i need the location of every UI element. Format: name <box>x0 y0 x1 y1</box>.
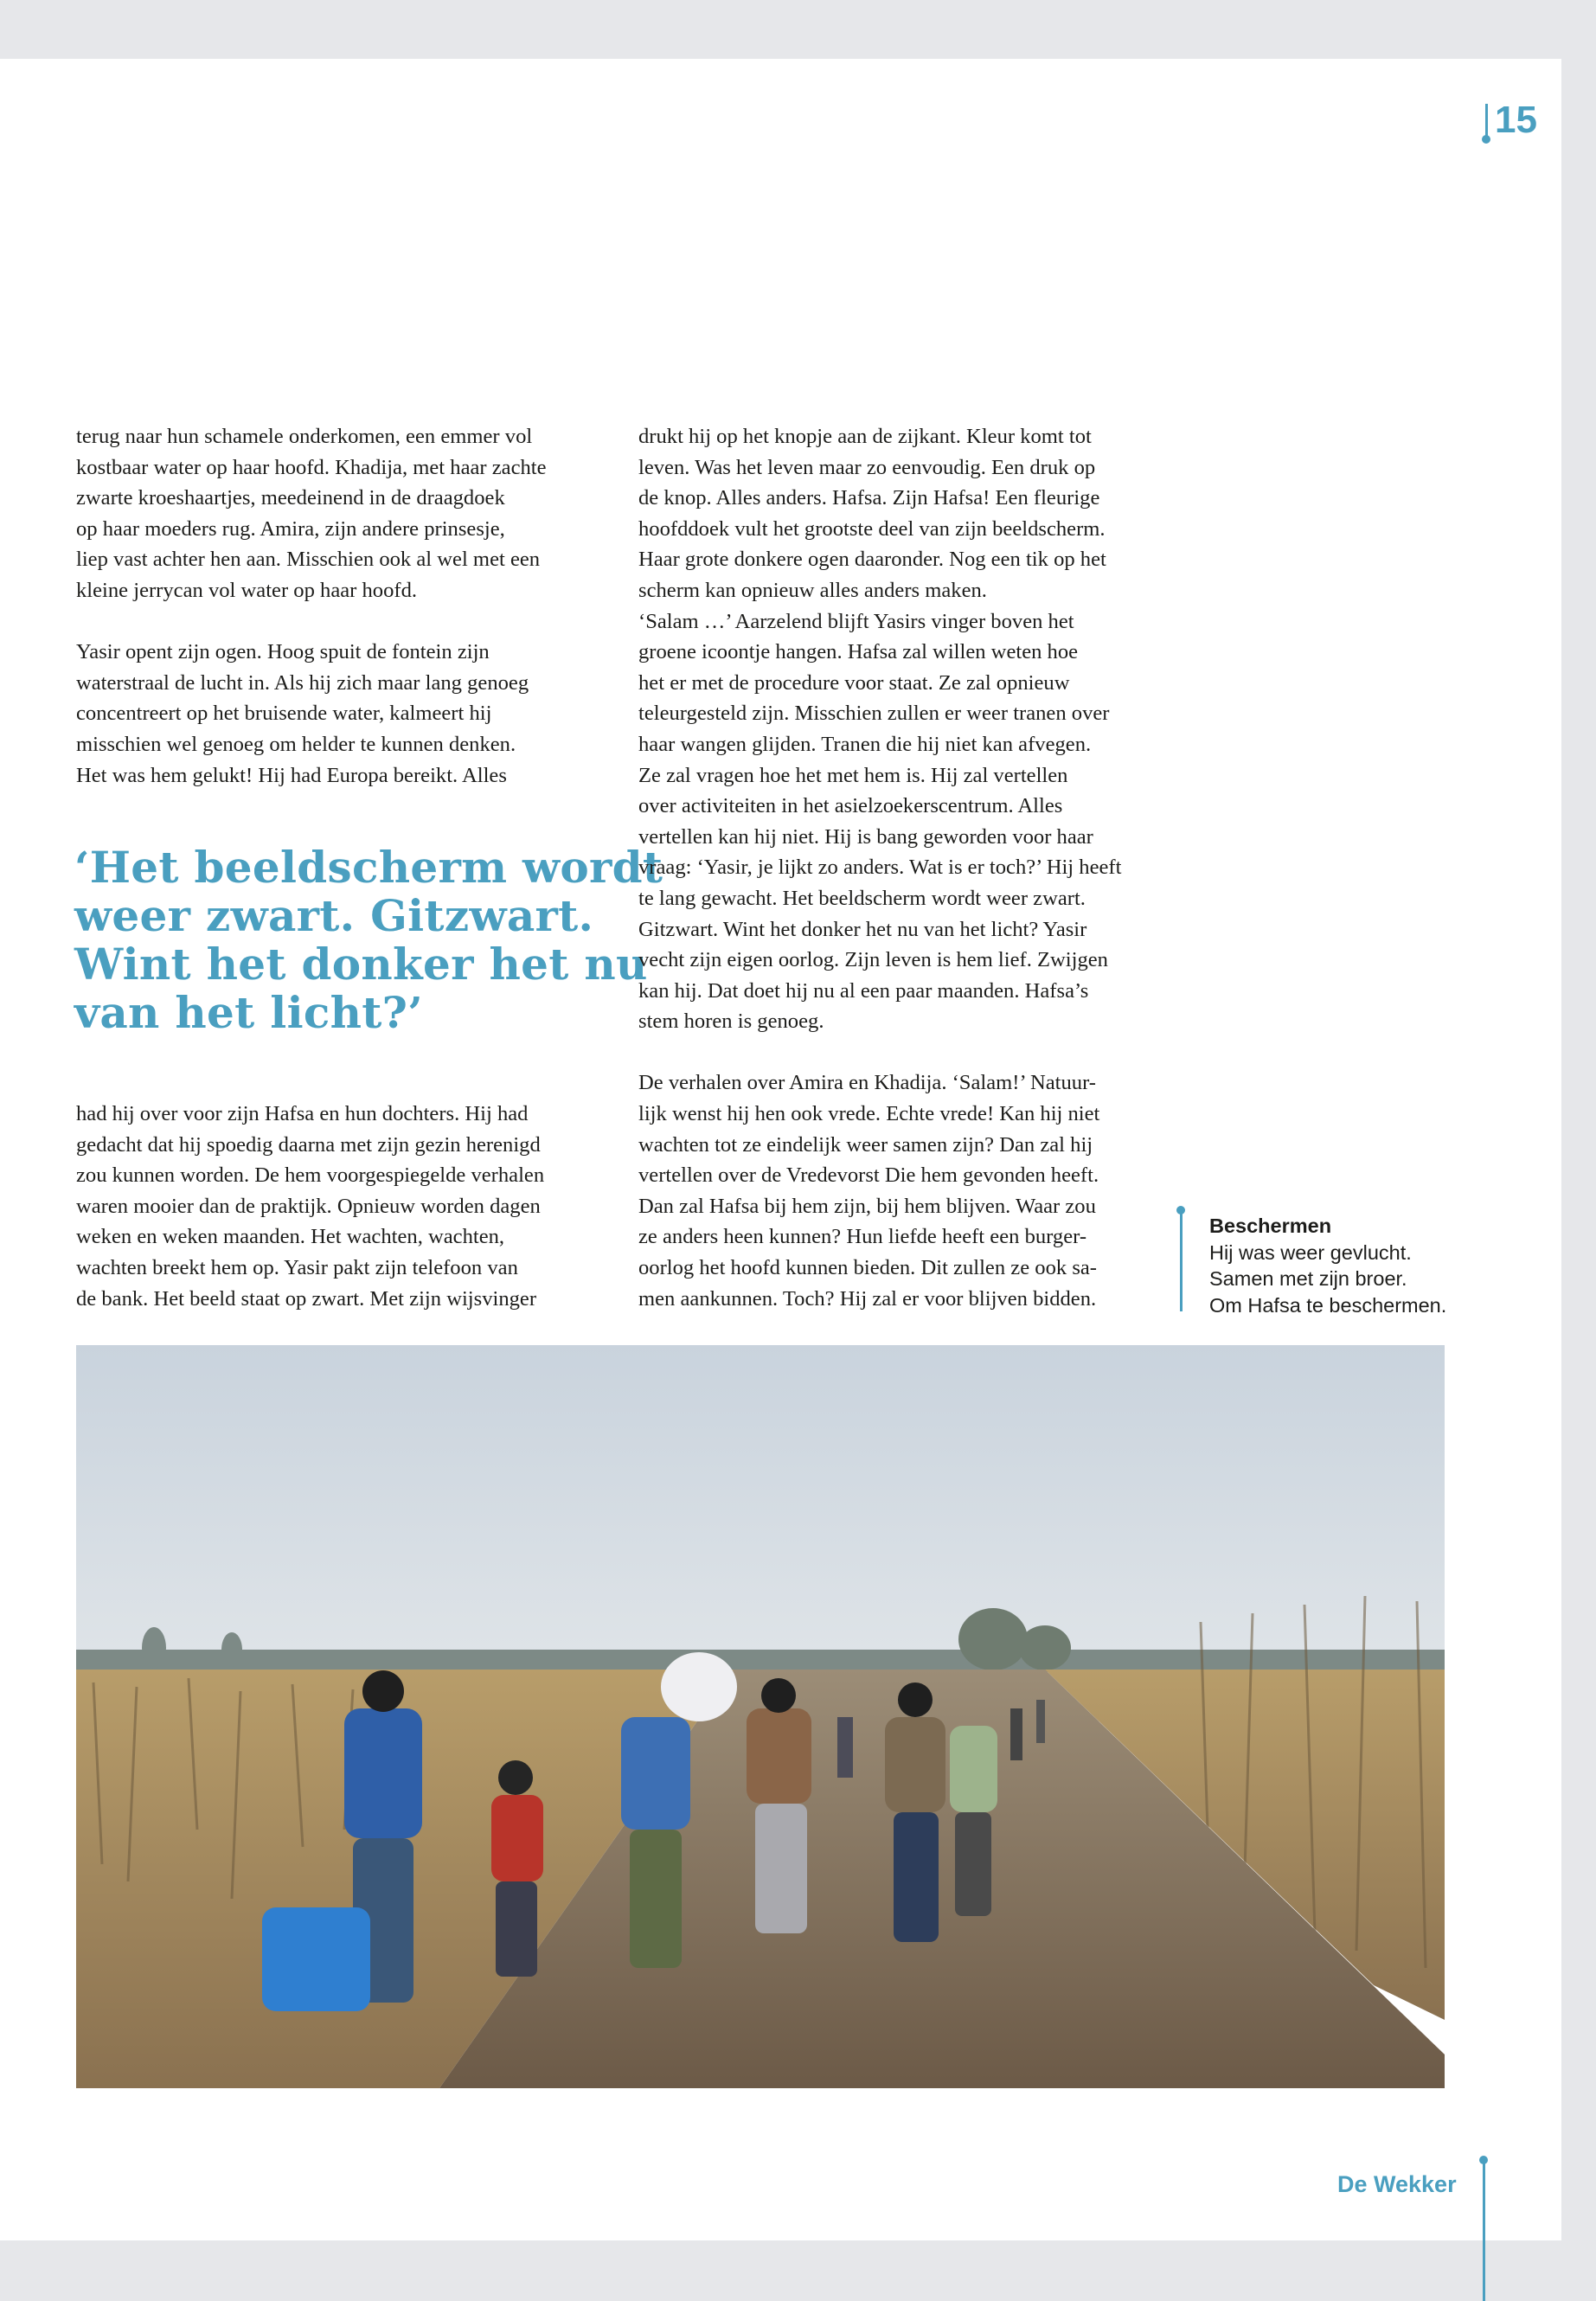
footer-dot <box>1479 2156 1488 2164</box>
page-number-dot <box>1482 135 1490 144</box>
text-line: gedacht dat hij spoedig daarna met zijn gezin herenigd <box>76 1132 541 1157</box>
pull-quote-line: ‘Het beeldscherm wordt <box>74 842 663 893</box>
text-line: de knop. Alles anders. Hafsa. Zijn Hafsa! Een fleurige <box>638 486 1100 510</box>
text-line: zwarte kroeshaartjes, meedeinend in de draagdoek <box>76 486 505 510</box>
column-1-top <box>76 421 547 791</box>
text-line: weken en weken maanden. Het wachten, wachten, <box>76 1225 505 1249</box>
sidebar-line: Hij was weer gevlucht. <box>1209 1240 1412 1264</box>
text-line: drukt hij op het knopje aan de zijkant. Kleur komt tot <box>638 425 1092 448</box>
text-line: wachten tot ze eindelijk weer samen zijn? Dan zal hij <box>638 1132 1093 1157</box>
text-line: te lang gewacht. Het beeldscherm wordt weer zwart. <box>638 886 1086 910</box>
sky <box>76 1345 1445 1665</box>
text-line: Het was hem gelukt! Hij had Europa bereikt. Alles <box>76 763 507 787</box>
text-line: misschien wel genoeg om helder te kunnen denken. <box>76 732 516 756</box>
text-line: kleine jerrycan vol water op haar hoofd. <box>76 578 418 602</box>
text-line: op haar moeders rug. Amira, zijn andere prinsesje, <box>76 516 505 541</box>
text-line: kostbaar water op haar hoofd. Khadija, met haar zachte <box>76 455 547 479</box>
text-line: concentreert op het bruisende water, kalmeert hij <box>76 702 492 726</box>
publication-name: De Wekker <box>1337 2171 1457 2197</box>
text-line <box>76 606 547 638</box>
text-line <box>638 1037 1121 1068</box>
text-line: had hij over voor zijn Hafsa en hun dochters. Hij had <box>76 1102 529 1125</box>
text-line: waterstraal de lucht in. Als hij zich maar lang genoeg <box>76 670 529 695</box>
text-line: kan hij. Dat doet hij nu al een paar maanden. Hafsa’s <box>638 978 1089 1003</box>
column-1-bottom <box>76 1099 544 1314</box>
text-line: ze anders heen kunnen? Hun liefde heeft een burger- <box>638 1225 1087 1249</box>
text-line: waren mooier dan de praktijk. Opnieuw worden dagen <box>76 1194 541 1218</box>
text-line: stem horen is genoeg. <box>638 1009 824 1034</box>
text-line: Gitzwart. Wint het donker het nu van het licht? Yasir <box>638 917 1087 941</box>
text-line: leven. Was het leven maar zo eenvoudig. Een druk op <box>638 455 1096 479</box>
text-line: Haar grote donkere ogen daaronder. Nog een tik op het <box>638 548 1106 572</box>
text-line: Yasir opent zijn ogen. Hoog spuit de fontein zijn <box>76 640 490 664</box>
text-line: De verhalen over Amira en Khadija. ‘Salam!’ Natuur- <box>638 1071 1096 1095</box>
text-line: vraag: ‘Yasir, je lijkt zo anders. Wat is er toch?’ Hij heeft <box>638 856 1122 880</box>
sidebar-dot <box>1176 1206 1185 1215</box>
text-line: de bank. Het beeld staat op zwart. Met zijn wijsvinger <box>76 1286 537 1311</box>
text-line: oorlog het hoofd kunnen bieden. Dit zullen ze ook sa- <box>638 1256 1097 1280</box>
text-line: scherm kan opnieuw alles anders maken. <box>638 578 987 602</box>
pull-quote <box>74 843 663 1037</box>
text-line: lijk wenst hij hen ook vrede. Echte vrede! Kan hij niet <box>638 1102 1100 1126</box>
text-line: haar wangen glijden. Tranen die hij niet kan afvegen. <box>638 732 1092 756</box>
sidebar-note <box>1209 1213 1446 1318</box>
text-line: liep vast achter hen aan. Misschien ook al wel met een <box>76 548 541 572</box>
sidebar-line: Samen met zijn broer. <box>1209 1267 1407 1290</box>
pull-quote-line: van het licht?’ <box>74 987 423 1038</box>
text-line: zou kunnen worden. De hem voorgespiegelde verhalen <box>76 1163 545 1188</box>
text-line: groene icoontje hangen. Hafsa zal willen weten hoe <box>638 640 1079 664</box>
text-line: vecht zijn eigen oorlog. Zijn leven is hem lief. Zwijgen <box>638 948 1108 972</box>
pull-quote-line: weer zwart. Gitzwart. <box>74 890 594 941</box>
text-line: Dan zal Hafsa bij hem zijn, bij hem blijven. Waar zou <box>638 1194 1096 1218</box>
text-line: hoofddoek vult het grootste deel van zijn beeldscherm. <box>638 516 1106 541</box>
page-number: 15 <box>1495 99 1537 141</box>
sidebar-title: Beschermen <box>1209 1215 1332 1237</box>
text-line: Ze zal vragen hoe het met hem is. Hij zal vertellen <box>638 763 1068 787</box>
sidebar-rule <box>1180 1209 1183 1311</box>
text-line: wachten breekt hem op. Yasir pakt zijn telefoon van <box>76 1255 518 1279</box>
text-line: ‘Salam …’ Aarzelend blijft Yasirs vinger boven het <box>638 609 1074 633</box>
text-line: terug naar hun schamele onderkomen, een emmer vol <box>76 425 533 448</box>
footer-rule <box>1483 2159 1485 2301</box>
column-2 <box>638 421 1121 1314</box>
refugees-photo <box>76 1345 1445 2088</box>
pull-quote-line: Wint het donker het nu <box>74 939 648 990</box>
text-line: vertellen kan hij niet. Hij is bang geworden voor haar <box>638 824 1093 849</box>
sidebar-line: Om Hafsa te beschermen. <box>1209 1293 1447 1317</box>
text-line: vertellen over de Vredevorst Die hem gevonden heeft. <box>638 1163 1099 1188</box>
text-line: over activiteiten in het asielzoekerscentrum. Alles <box>638 794 1063 818</box>
text-line: men aankunnen. Toch? Hij zal er voor blijven bidden. <box>638 1286 1097 1311</box>
text-line: teleurgesteld zijn. Misschien zullen er weer tranen over <box>638 702 1110 726</box>
text-line: het er met de procedure voor staat. Ze zal opnieuw <box>638 670 1070 695</box>
